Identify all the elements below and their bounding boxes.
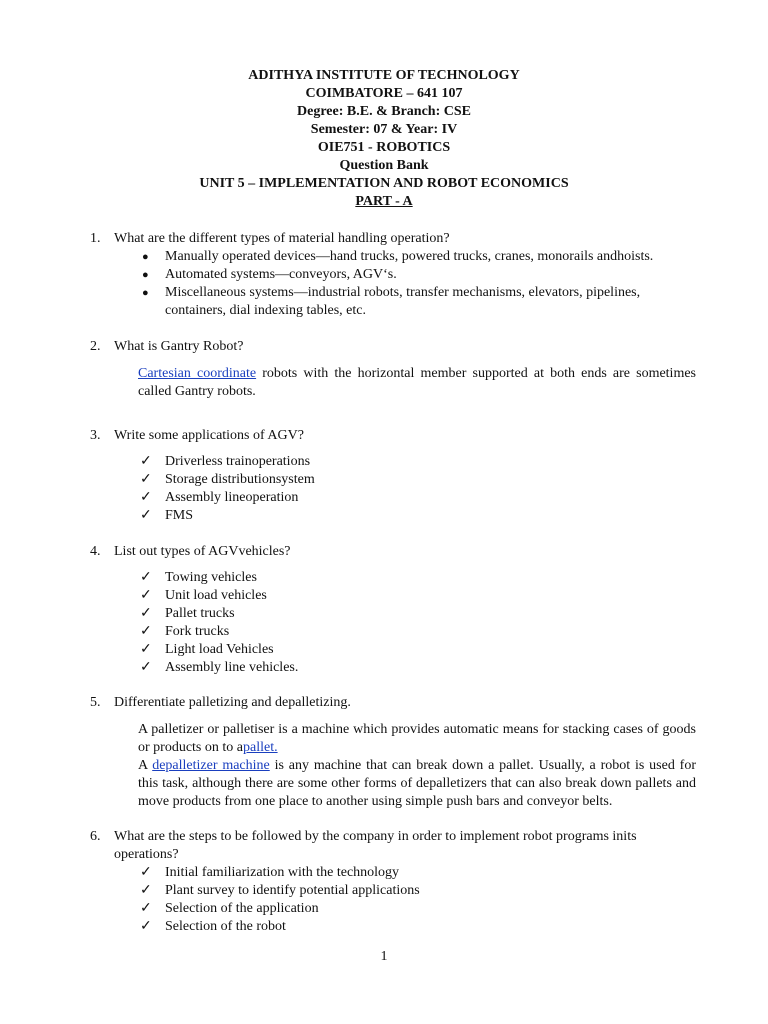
bullet-icon: ● <box>142 251 149 263</box>
checkmark-icon: ✓ <box>140 865 152 880</box>
question-text: What is Gantry Robot? <box>114 339 244 354</box>
list-item <box>140 284 700 320</box>
bullet-icon: ● <box>142 269 149 281</box>
list-item-text: Unit load vehicles <box>165 588 267 603</box>
list-item <box>140 248 700 266</box>
list-item-text: Light load Vehicles <box>165 642 274 657</box>
list-item <box>140 864 700 882</box>
page-number: 1 <box>380 949 388 964</box>
unit-title: UNIT 5 – IMPLEMENTATION AND ROBOT ECONOMICS <box>199 176 569 191</box>
list-item-text: Selection of the robot <box>165 919 286 934</box>
question-text: What are the steps to be followed by the company in order to implement robot programs inits operations? <box>114 829 637 862</box>
list-item <box>140 569 700 587</box>
answer-text: A palletizer or palletiser is a machine which provides automatic means for stacking cases of goods or products on to a <box>138 722 696 755</box>
checkmark-icon: ✓ <box>140 642 152 657</box>
list-item-text: Miscellaneous systems—industrial robots, transfer mechanisms, elevators, pipelines, containers, dial indexing tables, etc. <box>165 285 641 318</box>
bullet-icon: ● <box>142 287 149 299</box>
checkmark-icon: ✓ <box>140 570 152 585</box>
list-item <box>140 882 700 900</box>
answer-list-6 <box>140 864 700 936</box>
list-item <box>140 900 700 918</box>
question-4 <box>90 543 700 561</box>
list-item <box>140 623 700 641</box>
checkmark-icon: ✓ <box>140 901 152 916</box>
list-item <box>140 659 700 677</box>
course-code: OIE751 - ROBOTICS <box>317 140 451 155</box>
checkmark-icon: ✓ <box>140 883 152 898</box>
list-item <box>140 641 700 659</box>
question-number: 2. <box>90 339 101 354</box>
part-heading: PART - A <box>355 194 413 209</box>
list-item <box>140 918 700 936</box>
list-item-text: Assembly line vehicles. <box>165 660 299 675</box>
list-item-text: Fork trucks <box>165 624 230 639</box>
question-number: 6. <box>90 829 101 844</box>
list-item <box>140 471 700 489</box>
depalletizer-machine-link[interactable]: depalletizer machine <box>152 758 270 773</box>
question-number: 1. <box>90 231 101 246</box>
checkmark-icon: ✓ <box>140 472 152 487</box>
checkmark-icon: ✓ <box>140 919 152 934</box>
pallet-link[interactable]: pallet. <box>242 740 278 755</box>
question-number: 5. <box>90 695 101 710</box>
question-3 <box>90 427 700 445</box>
list-item-text: FMS <box>165 508 194 523</box>
question-2 <box>90 338 700 356</box>
checkmark-icon: ✓ <box>140 490 152 505</box>
semester-year: Semester: 07 & Year: IV <box>310 122 458 137</box>
question-text: What are the different types of material handling operation? <box>114 231 450 246</box>
list-item-text: Initial familiarization with the technology <box>165 865 400 880</box>
list-item <box>140 605 700 623</box>
document-header <box>0 67 768 211</box>
list-item <box>140 489 700 507</box>
question-number: 4. <box>90 544 101 559</box>
palletizer-paragraph <box>114 721 696 757</box>
list-item-text: Automated systems—conveyors, AGV‘s. <box>165 267 397 282</box>
question-1 <box>90 230 700 248</box>
answer-list-4 <box>140 569 700 677</box>
institute-name: ADITHYA INSTITUTE OF TECHNOLOGY <box>248 68 520 83</box>
institute-location: COIMBATORE – 641 107 <box>305 86 463 101</box>
question-text: List out types of AGVvehicles? <box>114 544 291 559</box>
checkmark-icon: ✓ <box>140 660 152 675</box>
list-item <box>140 453 700 471</box>
answer-list-1 <box>140 248 700 320</box>
answer-text-prefix: A <box>138 758 153 773</box>
question-number: 3. <box>90 428 101 443</box>
list-item <box>140 587 700 605</box>
question-text: Write some applications of AGV? <box>114 428 304 443</box>
list-item-text: Storage distributionsystem <box>165 472 315 487</box>
answer-paragraph-5 <box>114 721 696 811</box>
question-6 <box>90 828 700 864</box>
checkmark-icon: ✓ <box>140 624 152 639</box>
cartesian-coordinate-link[interactable]: Cartesian coordinate <box>138 366 257 381</box>
checkmark-icon: ✓ <box>140 606 152 621</box>
list-item-text: Plant survey to identify potential applications <box>165 883 420 898</box>
list-item-text: Towing vehicles <box>165 570 257 585</box>
list-item-text: Manually operated devices—hand trucks, powered trucks, cranes, monorails andhoists. <box>165 249 654 264</box>
question-text: Differentiate palletizing and depalletizing. <box>114 695 351 710</box>
answer-list-3 <box>140 453 700 525</box>
list-item <box>140 266 700 284</box>
answer-paragraph-2 <box>114 365 696 401</box>
answer-text: is any machine that can break down a pallet. Usually, a robot is used for this task, although there are some other forms of depalletizers that can also break down pallets and move products from one place to another using simple push bars and conveyor belts. <box>138 758 697 809</box>
document-type: Question Bank <box>339 158 429 173</box>
list-item <box>140 507 700 525</box>
list-item-text: Driverless trainoperations <box>165 454 311 469</box>
depalletizer-paragraph <box>114 757 696 811</box>
question-5 <box>90 694 700 712</box>
answer-text: robots with the horizontal member supported at both ends are sometimes called Gantry robots. <box>138 366 697 399</box>
checkmark-icon: ✓ <box>140 588 152 603</box>
list-item-text: Selection of the application <box>165 901 319 916</box>
degree-branch: Degree: B.E. & Branch: CSE <box>297 104 471 119</box>
list-item-text: Pallet trucks <box>165 606 235 621</box>
list-item-text: Assembly lineoperation <box>165 490 299 505</box>
checkmark-icon: ✓ <box>140 454 152 469</box>
checkmark-icon: ✓ <box>140 508 152 523</box>
